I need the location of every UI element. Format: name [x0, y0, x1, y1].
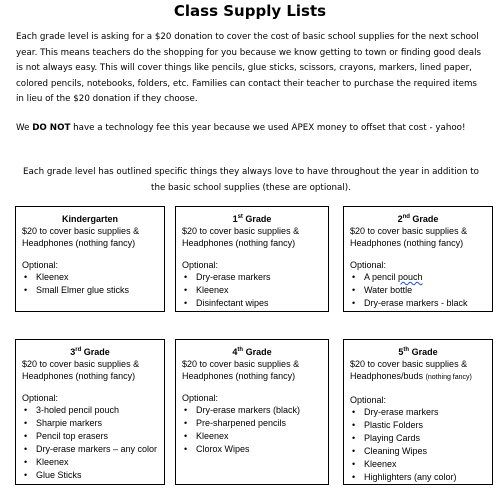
- third-grade-item-list: [22, 404, 158, 481]
- heading-word: Grade: [81, 347, 110, 357]
- tech-fee-after: have a technology fee this year because we used APEX money to offset that cost - yahoo!: [70, 123, 466, 133]
- second-grade-optional-label: Optional:: [350, 260, 387, 270]
- list-item: • Glue Sticks: [22, 469, 158, 481]
- list-item: • Pre-sharpened pencils: [182, 417, 322, 429]
- list-item: [350, 271, 486, 283]
- list-item: • Kleenex: [182, 430, 322, 442]
- heading-number: 4: [232, 347, 238, 357]
- list-item: • Kleenex: [350, 458, 486, 470]
- second-grade-item-list: [350, 271, 486, 309]
- list-item: • Dry-erase markers – any color: [22, 443, 158, 455]
- fifth-grade-heading: [350, 346, 486, 358]
- list-item: • Dry-erase markers: [350, 406, 486, 418]
- list-item: • Cleaning Wipes: [350, 445, 486, 457]
- third-grade-box: [15, 339, 165, 485]
- spellcheck-underlined-word: pouch: [398, 272, 423, 282]
- fourth-grade-cover-line2: Headphones (nothing fancy): [182, 371, 296, 381]
- heading-word: Grade: [243, 347, 272, 357]
- fourth-grade-box: [175, 339, 329, 485]
- heading-word: Grade: [409, 214, 439, 224]
- list-item: • Dry-erase markers: [182, 271, 322, 283]
- heading-ordinal: nd: [402, 214, 410, 220]
- heading-word: Grade: [242, 214, 272, 224]
- list-item: • Kleenex: [22, 271, 158, 283]
- kindergarten-box: [15, 206, 165, 312]
- kindergarten-item-list: [22, 271, 158, 296]
- fourth-grade-cover-line1: $20 to cover basic supplies &: [182, 359, 300, 369]
- kindergarten-cover-line1: $20 to cover basic supplies &: [22, 226, 140, 236]
- cover-text: Headphones/buds: [350, 371, 426, 381]
- heading-ordinal: th: [403, 347, 410, 353]
- second-grade-cover-line2: Headphones (nothing fancy): [350, 238, 464, 248]
- fifth-grade-optional-label: Optional:: [350, 395, 387, 405]
- tech-fee-before: We: [16, 123, 33, 133]
- heading-number: 1: [232, 214, 238, 224]
- fifth-grade-cover-line2: [350, 370, 486, 384]
- heading-ordinal: st: [237, 214, 243, 220]
- kindergarten-cover-line2: Headphones (nothing fancy): [22, 238, 136, 248]
- first-grade-heading: [182, 213, 322, 225]
- second-grade-cover-line1: $20 to cover basic supplies &: [350, 226, 468, 236]
- cover-note: (nothing fancy): [425, 374, 472, 381]
- list-item: • Highlighters (any color): [350, 471, 486, 483]
- fifth-grade-cover-line1: $20 to cover basic supplies &: [350, 359, 468, 369]
- item-text: A pencil: [364, 272, 399, 282]
- first-grade-item-list: [182, 271, 322, 309]
- heading-ordinal: rd: [75, 347, 82, 353]
- third-grade-heading: [22, 346, 158, 358]
- list-item: • Plastic Folders: [350, 419, 486, 431]
- third-grade-cover-line1: $20 to cover basic supplies &: [22, 359, 140, 369]
- list-item: • Clorox Wipes: [182, 443, 322, 455]
- tech-fee-emphasis: DO NOT: [32, 123, 71, 133]
- list-item: • Disinfectant wipes: [182, 297, 322, 309]
- first-grade-cover-line2: Headphones (nothing fancy): [182, 238, 296, 248]
- list-item: • Dry-erase markers (black): [182, 404, 322, 416]
- list-item: • Kleenex: [182, 284, 322, 296]
- fourth-grade-optional-label: Optional:: [182, 393, 219, 403]
- fourth-grade-item-list: [182, 404, 322, 455]
- second-grade-box: [343, 206, 493, 312]
- first-grade-cover-line1: $20 to cover basic supplies &: [182, 226, 300, 236]
- list-item: • Sharpie markers: [22, 417, 158, 429]
- second-grade-heading: [350, 213, 486, 225]
- list-item: • Kleenex: [22, 456, 158, 468]
- list-item: • Playing Cards: [350, 432, 486, 444]
- heading-number: 3: [70, 347, 76, 357]
- list-item: • 3-holed pencil pouch: [22, 404, 158, 416]
- optional-note-paragraph: Each grade level has outlined specific things they always love to have throughout the year in addition to the basic school supplies (these are optional).: [23, 167, 479, 193]
- list-item: • Small Elmer glue sticks: [22, 284, 158, 296]
- third-grade-optional-label: Optional:: [22, 393, 59, 403]
- intro-paragraph: Each grade level is asking for a $20 donation to cover the cost of basic school supplies for the next school year. This means teachers do the shopping for you because we know getting to town or finding good deals is not always easy. This will cover things like pencils, glue sticks, scissors, crayons, markers, lined paper, colored pencils, notebooks, folders, etc. Families can contact their teacher to purchase the required items in lieu of the $20 donation if they choose.: [16, 32, 482, 104]
- fifth-grade-box: [343, 339, 493, 485]
- list-item: • Water bottle: [350, 284, 486, 296]
- heading-word: Grade: [409, 347, 438, 357]
- heading-ordinal: th: [237, 347, 244, 353]
- tech-fee-paragraph: [16, 121, 486, 137]
- fifth-grade-item-list: [350, 406, 486, 483]
- kindergarten-optional-label: Optional:: [22, 260, 59, 270]
- first-grade-box: [175, 206, 329, 312]
- fourth-grade-heading: [182, 346, 322, 358]
- first-grade-optional-label: Optional:: [182, 260, 219, 270]
- list-item: • Dry-erase markers - black: [350, 297, 486, 309]
- heading-number: 2: [397, 214, 403, 224]
- list-item: • Pencil top erasers: [22, 430, 158, 442]
- kindergarten-heading: Kindergarten: [61, 214, 118, 224]
- third-grade-cover-line2: Headphones (nothing fancy): [22, 371, 136, 381]
- heading-number: 5: [398, 347, 404, 357]
- page-title: Class Supply Lists: [173, 2, 327, 20]
